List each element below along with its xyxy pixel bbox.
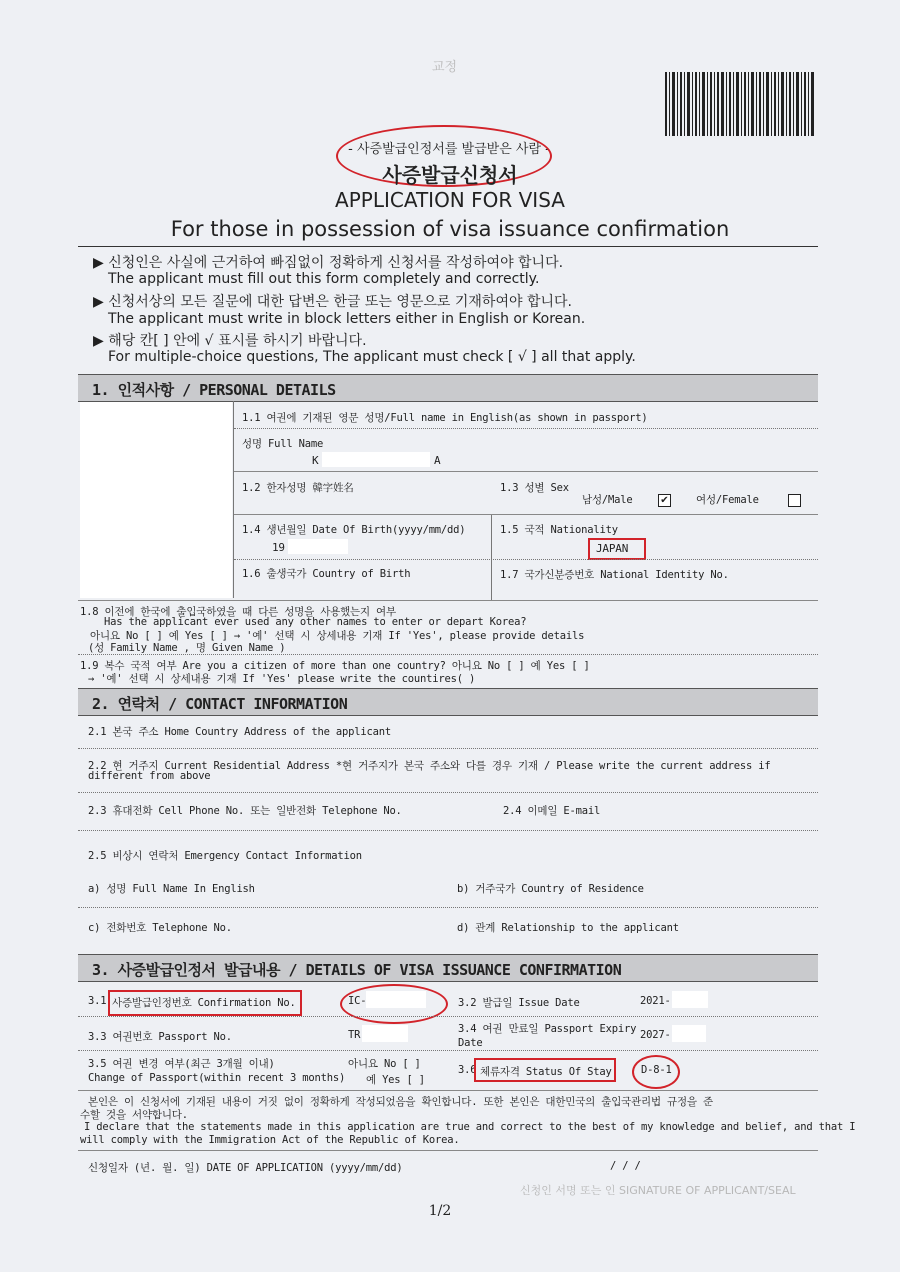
barcode-graphic	[665, 72, 815, 136]
status-highlight	[474, 1058, 616, 1082]
q19-line-1: 1.9 복수 국적 여부 Are you a citizen of more than one country? 아니요 No [ ] 예 Yes [ ]	[80, 660, 590, 672]
status-prefix: 3.6	[458, 1064, 477, 1076]
application-date-label: 신청일자 (년. 월. 일) DATE OF APPLICATION (yyyy/mm/dd)	[88, 1162, 403, 1174]
nationality-label: 1.5 국적 Nationality	[500, 524, 618, 536]
dob-redacted	[288, 539, 348, 554]
name-label: 성명 Full Name	[242, 438, 324, 450]
passport-no-label: 3.3 여권번호 Passport No.	[88, 1031, 232, 1043]
declaration-en-2: will comply with the Immigration Act of the Republic of Korea.	[80, 1134, 460, 1146]
passport-expiry-label-1: 3.4 여권 만료일 Passport Expiry	[458, 1023, 637, 1035]
status-value: D-8-1	[641, 1064, 672, 1076]
name-last-letter: A	[434, 454, 441, 467]
barcode	[665, 72, 815, 136]
faint-page-mark: 교정	[432, 60, 458, 75]
photo-divider	[233, 401, 234, 598]
instruction-3-en: For multiple-choice questions, The applicant must check [ √ ] all that apply.	[108, 349, 636, 365]
name-redacted	[322, 452, 430, 467]
page-number: 1/2	[428, 1203, 452, 1219]
q18-line-1: 1.8 이전에 한국에 출입국하였을 때 다른 성명을 사용했는지 여부	[80, 606, 396, 618]
section-2-title: 2. 연락처 / CONTACT INFORMATION	[92, 695, 348, 713]
nationality-highlight	[588, 538, 646, 560]
male-label: 남성/Male	[582, 494, 633, 506]
ec-relationship-label: d) 관계 Relationship to the applicant	[457, 922, 679, 934]
section-1-title: 1. 인적사항 / PERSONAL DETAILS	[92, 381, 336, 399]
change-no-option[interactable]: 아니요 No [ ]	[348, 1058, 421, 1070]
declaration-en-1: I declare that the statements made in this application are true and correct to the best of my knowledge and belief, and that I	[84, 1121, 856, 1133]
birth-country-label: 1.6 출생국가 Country of Birth	[242, 568, 411, 580]
q19-line-2: → '예' 선택 시 상세내용 기재 If 'Yes' please write the countires( )	[88, 673, 476, 685]
status-label: 체류자격 Status Of Stay	[480, 1066, 612, 1078]
title-english: APPLICATION FOR VISA	[335, 188, 565, 212]
q18-line-2: Has the applicant ever used any other names to enter or depart Korea?	[104, 616, 527, 628]
chinese-name-label: 1.2 한자성명 韓字姓名	[242, 482, 354, 494]
issue-date-value: 2021-	[640, 995, 671, 1007]
female-label: 여성/Female	[696, 494, 759, 506]
female-checkbox[interactable]	[788, 494, 801, 507]
ec-name-label: a) 성명 Full Name In English	[88, 883, 255, 895]
instruction-2-en: The applicant must write in block letters either in English or Korean.	[108, 311, 586, 327]
subtitle-english: For those in possession of visa issuance confirmation	[170, 217, 730, 241]
nationality-value: JAPAN	[596, 542, 629, 555]
declaration-kr-2: 수할 것을 서약합니다.	[80, 1109, 188, 1121]
change-passport-label-1: 3.5 여권 변경 여부(최근 3개월 이내)	[88, 1058, 275, 1070]
current-address-label-1: 2.2 현 거주지 Current Residential Address *현 거주지가 본국 주소와 다를 경우 기재 / Please write the current address if	[88, 760, 771, 772]
top-note: - 사증발급인정서를 발급받은 사람 -	[348, 142, 550, 157]
male-checkbox[interactable]: ✔	[658, 494, 671, 507]
full-name-label: 1.1 여권에 기재된 영문 성명/Full name in English(as shown in passport)	[242, 412, 648, 424]
q18-line-4: (성 Family Name , 명 Given Name )	[88, 642, 286, 654]
issue-date-label: 3.2 발급일 Issue Date	[458, 997, 580, 1009]
declaration-kr-1: 본인은 이 신청서에 기재된 내용이 거짓 없이 정확하게 작성되었음을 확인합니다. 또한 본인은 대한민국의 출입국관리법 규정을 준	[88, 1096, 713, 1108]
application-date-slashes: / / /	[610, 1160, 641, 1172]
current-address-label-2: different from above	[88, 770, 211, 782]
issue-date-redacted	[672, 991, 708, 1008]
dob-label: 1.4 생년월일 Date Of Birth(yyyy/mm/dd)	[242, 524, 466, 536]
ec-phone-label: c) 전화번호 Telephone No.	[88, 922, 232, 934]
status-highlight-oval	[632, 1055, 680, 1089]
section-1-header	[78, 374, 818, 402]
national-id-label: 1.7 국가신분증번호 National Identity No.	[500, 569, 729, 581]
header-rule	[78, 246, 818, 247]
change-passport-label-2: Change of Passport(within recent 3 months)	[88, 1072, 346, 1084]
email-label: 2.4 이메일 E-mail	[503, 805, 601, 817]
home-address-label: 2.1 본국 주소 Home Country Address of the applicant	[88, 726, 391, 738]
section-2-header	[78, 688, 818, 716]
emergency-label: 2.5 비상시 연락처 Emergency Contact Information	[88, 850, 362, 862]
passport-expiry-value: 2027-	[640, 1029, 671, 1041]
passport-expiry-label-2: Date	[458, 1037, 483, 1049]
instruction-1-en: The applicant must fill out this form completely and correctly.	[108, 271, 540, 287]
conf-no-label: 사증발급인정번호 Confirmation No.	[112, 997, 296, 1009]
signature-label: 신청인 서명 또는 인 SIGNATURE OF APPLICANT/SEAL	[520, 1184, 796, 1197]
instruction-1-kr: ▶ 신청인은 사실에 근거하여 빠짐없이 정확하게 신청서를 작성하여야 합니다.	[93, 255, 564, 271]
section-3-header	[78, 954, 818, 982]
passport-no-value: TR	[348, 1029, 361, 1041]
instruction-3-kr: ▶ 해당 칸[ ] 안에 √ 표시를 하시기 바랍니다.	[93, 333, 367, 349]
ec-country-label: b) 거주국가 Country of Residence	[457, 883, 644, 895]
q18-line-3: 아니요 No [ ] 예 Yes [ ] → '예' 선택 시 상세내용 기재 If 'Yes', please provide details	[90, 630, 585, 642]
conf-no-prefix: 3.1	[88, 995, 107, 1007]
conf-no-highlight-oval	[340, 984, 448, 1024]
passport-no-redacted	[362, 1025, 408, 1042]
phone-label: 2.3 휴대전화 Cell Phone No. 또는 일반전화 Telephone No.	[88, 805, 402, 817]
name-first-letter: K	[312, 454, 319, 467]
section-3-title: 3. 사증발급인정서 발급내용 / DETAILS OF VISA ISSUANCE CONFIRMATION	[92, 961, 622, 979]
change-yes-option[interactable]: 예 Yes [ ]	[366, 1074, 425, 1086]
passport-expiry-redacted	[672, 1025, 706, 1042]
sex-label: 1.3 성별 Sex	[500, 482, 569, 494]
photo-area-redacted	[80, 402, 232, 598]
title-korean: 사증발급신청서	[382, 163, 518, 187]
conf-no-highlight	[108, 990, 302, 1016]
dob-value: 19	[272, 541, 285, 554]
conf-no-value: IC-	[348, 995, 367, 1007]
instruction-2-kr: ▶ 신청서상의 모든 질문에 대한 답변은 한글 또는 영문으로 기재하여야 합니다.	[93, 294, 572, 310]
